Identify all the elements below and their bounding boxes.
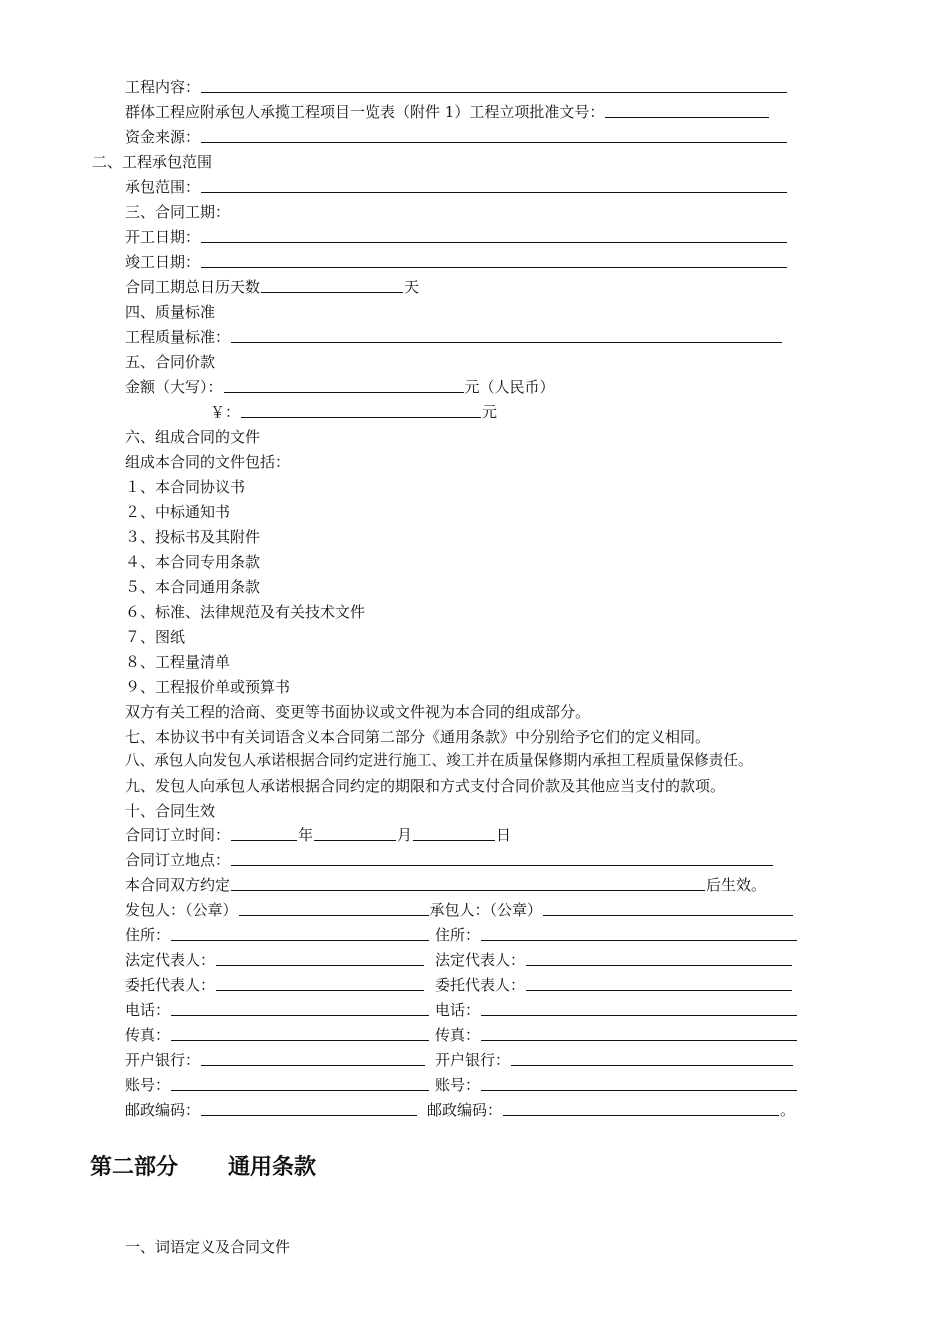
- contractor-phone-label: 电话：: [435, 1001, 481, 1019]
- employer-legal-rep-field[interactable]: [216, 950, 424, 966]
- approval-number-field[interactable]: [605, 102, 769, 118]
- employer-bank-field[interactable]: [201, 1050, 425, 1066]
- agreed-line: [125, 874, 766, 896]
- yen-suffix: 元: [482, 403, 498, 421]
- document-item: ２、中标通知书: [125, 503, 231, 521]
- contractor-account: [435, 1074, 798, 1096]
- total-days-prefix: 合同工期总日历天数: [125, 278, 261, 296]
- contractor-agent-rep-field[interactable]: [526, 975, 792, 991]
- end-date-line: [125, 251, 788, 273]
- employer-address-label: 住所：: [125, 926, 171, 944]
- clause-eight: 八、承包人向发包人承诺根据合同约定进行施工、竣工并在质量保修期内承担工程质量保修责任。: [125, 752, 753, 769]
- agent-rep-line: [125, 974, 925, 996]
- sign-time-line: [125, 824, 511, 846]
- scope-field[interactable]: [201, 177, 787, 193]
- month-field[interactable]: [314, 825, 396, 841]
- employer-phone-label: 电话：: [125, 1001, 171, 1019]
- contractor-legal-rep: [435, 949, 793, 971]
- documents-note: 双方有关工程的洽商、变更等书面协议或文件视为本合同的组成部分。: [125, 703, 591, 721]
- part-two-number: 第二部分: [90, 1155, 179, 1180]
- employer-postcode-label: 邮政编码：: [125, 1101, 201, 1119]
- end-date-label: 竣工日期：: [125, 253, 201, 271]
- documents-heading: 六、组成合同的文件: [125, 428, 261, 446]
- contractor-account-field[interactable]: [481, 1075, 797, 1091]
- project-content-field[interactable]: [201, 77, 787, 93]
- address-line: [125, 924, 925, 946]
- document-item: ８、工程量清单: [125, 653, 231, 671]
- documents-intro: 组成本合同的文件包括：: [125, 453, 291, 471]
- scope-heading: 二、工程承包范围: [92, 153, 213, 171]
- project-content-line: [125, 76, 788, 98]
- document-item: ９、工程报价单或预算书: [125, 678, 291, 696]
- yen-label: ￥：: [210, 403, 241, 421]
- contractor-bank: [435, 1049, 794, 1071]
- quality-field[interactable]: [231, 327, 782, 343]
- total-days-field[interactable]: [261, 277, 403, 293]
- employer-account-label: 账号：: [125, 1076, 171, 1094]
- amount-words-field[interactable]: [224, 377, 464, 393]
- employer-address-field[interactable]: [171, 925, 429, 941]
- employer-agent-rep-label: 委托代表人：: [125, 976, 216, 994]
- effect-heading: 十、合同生效: [125, 802, 216, 820]
- contractor-fax-field[interactable]: [481, 1025, 797, 1041]
- account-line: [125, 1074, 925, 1096]
- contractor-address: [435, 924, 798, 946]
- scope-label: 承包范围：: [125, 178, 201, 196]
- clause-seven: 七、本协议书中有关词语含义本合同第二部分《通用条款》中分别给予它们的定义相同。: [125, 728, 711, 746]
- contractor-phone-field[interactable]: [481, 1000, 797, 1016]
- year-label: 年: [298, 826, 314, 844]
- contractor-label: 承包人：（公章）: [429, 901, 543, 919]
- document-item: ３、投标书及其附件: [125, 528, 261, 546]
- funding-label: 资金来源：: [125, 128, 201, 146]
- contractor-agent-rep: [435, 974, 793, 996]
- employer-bank-label: 开户银行：: [125, 1051, 201, 1069]
- end-mark: 。: [780, 1101, 796, 1119]
- sign-place-line: [125, 849, 774, 871]
- agreed-field[interactable]: [231, 875, 705, 891]
- employer-field[interactable]: [239, 900, 429, 916]
- fax-line: [125, 1024, 925, 1046]
- day-field[interactable]: [413, 825, 495, 841]
- agreed-suffix: 后生效。: [706, 876, 767, 894]
- party-line: [125, 899, 794, 921]
- employer-postcode-field[interactable]: [201, 1100, 417, 1116]
- total-days-line: [125, 276, 419, 298]
- start-date-line: [125, 226, 788, 248]
- contractor-legal-rep-field[interactable]: [526, 950, 792, 966]
- amount-figures-field[interactable]: [241, 402, 481, 418]
- scope-line: [125, 176, 788, 198]
- project-content-label: 工程内容：: [125, 78, 201, 96]
- contractor-fax-label: 传真：: [435, 1026, 481, 1044]
- part-two-heading: [90, 1152, 316, 1184]
- quality-heading: 四、质量标准: [125, 303, 216, 321]
- sign-place-label: 合同订立地点：: [125, 851, 231, 869]
- contractor-bank-field[interactable]: [511, 1050, 793, 1066]
- amount-line: [125, 376, 555, 398]
- document-item: １、本合同协议书: [125, 478, 246, 496]
- first-section-heading: 一、词语定义及合同文件: [125, 1238, 291, 1256]
- contractor-address-label: 住所：: [435, 926, 481, 944]
- document-item: ５、本合同通用条款: [125, 578, 261, 596]
- funding-field[interactable]: [201, 127, 787, 143]
- contractor-address-field[interactable]: [481, 925, 797, 941]
- document-item: ７、图纸: [125, 628, 186, 646]
- end-date-field[interactable]: [201, 252, 787, 268]
- quality-line: [125, 326, 783, 348]
- contractor-legal-rep-label: 法定代表人：: [435, 951, 526, 969]
- total-days-suffix: 天: [404, 278, 420, 296]
- yen-line: [210, 401, 497, 423]
- funding-line: [125, 126, 788, 148]
- employer-agent-rep-field[interactable]: [216, 975, 424, 991]
- part-two-title: 通用条款: [228, 1155, 317, 1180]
- month-label: 月: [397, 826, 413, 844]
- contractor-fax: [435, 1024, 798, 1046]
- legal-rep-line: [125, 949, 925, 971]
- start-date-label: 开工日期：: [125, 228, 201, 246]
- group-project-label: 群体工程应附承包人承揽工程项目一览表（附件 1）工程立项批准文号：: [125, 103, 605, 121]
- employer-phone-field[interactable]: [171, 1000, 429, 1016]
- contractor-field[interactable]: [543, 900, 793, 916]
- contractor-bank-label: 开户银行：: [435, 1051, 511, 1069]
- price-heading: 五、合同价款: [125, 353, 216, 371]
- document-item: ４、本合同专用条款: [125, 553, 261, 571]
- sign-time-label: 合同订立时间：: [125, 826, 231, 844]
- contractor-account-label: 账号：: [435, 1076, 481, 1094]
- contractor-postcode-label: 邮政编码：: [427, 1101, 503, 1119]
- employer-label: 发包人：（公章）: [125, 901, 238, 919]
- period-heading: 三、合同工期：: [125, 203, 231, 221]
- sign-place-field[interactable]: [231, 850, 773, 866]
- phone-line: [125, 999, 925, 1021]
- clause-nine: 九、发包人向承包人承诺根据合同约定的期限和方式支付合同价款及其他应当支付的款项。: [125, 777, 726, 795]
- contractor-postcode: [427, 1099, 795, 1121]
- year-field[interactable]: [231, 825, 297, 841]
- contractor-phone: [435, 999, 798, 1021]
- agreed-prefix: 本合同双方约定: [125, 876, 231, 894]
- contractor-agent-rep-label: 委托代表人：: [435, 976, 526, 994]
- contractor-postcode-field[interactable]: [503, 1100, 779, 1116]
- quality-label: 工程质量标准：: [125, 328, 231, 346]
- postcode-line: [125, 1099, 925, 1121]
- employer-legal-rep-label: 法定代表人：: [125, 951, 216, 969]
- document-item: ６、标准、法律规范及有关技术文件: [125, 603, 366, 621]
- amount-label: 金额（大写）：: [125, 378, 223, 396]
- group-project-line: [125, 101, 770, 123]
- bank-line: [125, 1049, 925, 1071]
- start-date-field[interactable]: [201, 227, 787, 243]
- day-label: 日: [496, 826, 512, 844]
- employer-fax-label: 传真：: [125, 1026, 171, 1044]
- employer-fax-field[interactable]: [171, 1025, 429, 1041]
- amount-suffix: 元（人民币）: [464, 378, 555, 396]
- employer-account-field[interactable]: [171, 1075, 429, 1091]
